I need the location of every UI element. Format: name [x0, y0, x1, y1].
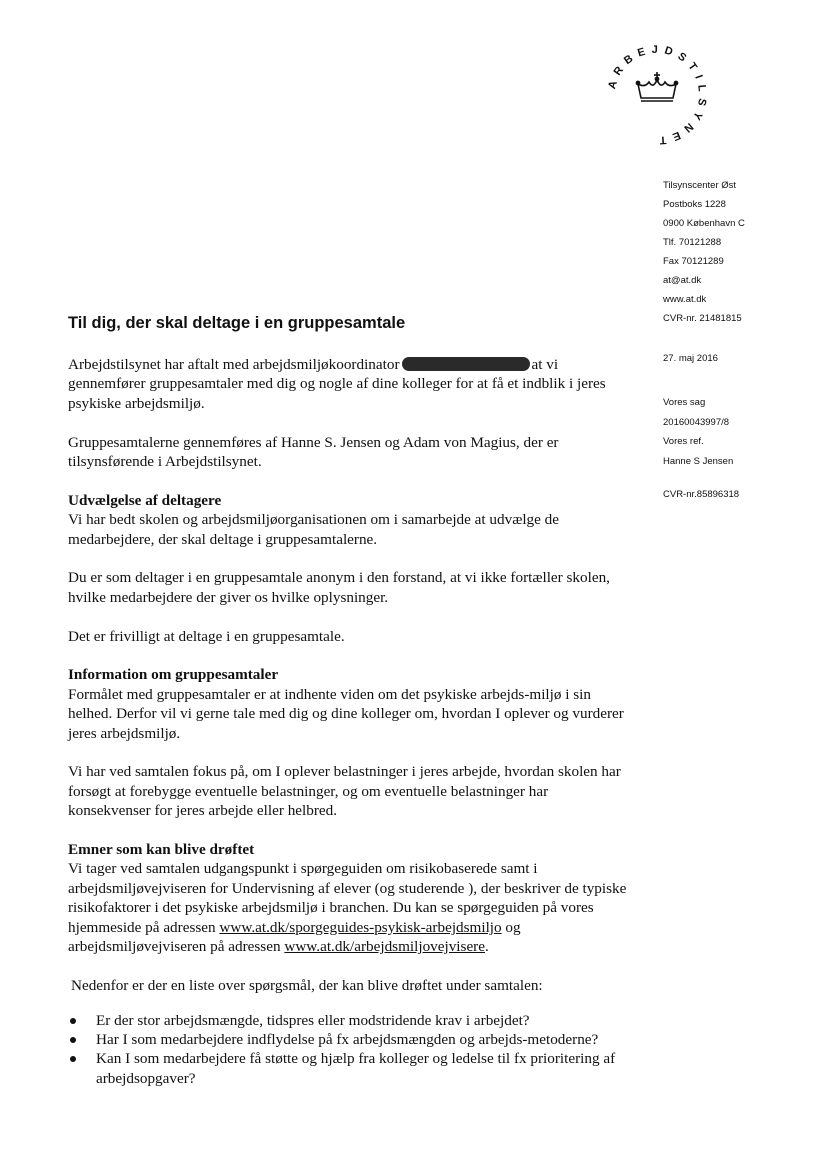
- sender-phone: Tlf. 70121288: [663, 237, 722, 248]
- ref-name: Hanne S Jensen: [663, 455, 734, 467]
- section-topics: [68, 840, 633, 956]
- sender-office: Tilsynscenter Øst: [663, 180, 737, 191]
- list-item: [68, 1049, 633, 1088]
- arbejdstilsynet-logo: [602, 40, 712, 150]
- list-item: [68, 1011, 633, 1030]
- sender-fax: Fax 70121289: [663, 256, 724, 267]
- paragraph: Vi har ved samtalen fokus på, om I oplever belastninger i jeres arbejde, hvordan skolen har forsøgt at forebygge eventuelle belastninger, og om eventuelle belastninger har konsekvenser for jeres arbejde eller helbred.: [68, 763, 621, 820]
- list-intro: Nedenfor er der en liste over spørgsmål, der kan blive drøftet under samtalen:: [71, 976, 543, 994]
- page-title: Til dig, der skal deltage i en gruppesamtale: [68, 314, 406, 332]
- list-item: [68, 1030, 633, 1049]
- section-heading: Emner som kan blive drøftet: [68, 841, 255, 859]
- sender-website: www.at.dk: [663, 294, 707, 305]
- list-item-text: Er der stor arbejdsmængde, tidspres eller modstridende krav i arbejdet?: [96, 1011, 530, 1029]
- logo-ring-text: ARBEJDSTILSYNET: [606, 43, 709, 147]
- letter-body: [68, 355, 633, 1088]
- section-text: Vi har bedt skolen og arbejdsmiljøorganisationen om i samarbejde at udvælge de medarbejdere, der skal deltage i gruppesamtalerne.: [68, 511, 560, 548]
- case-number: 20160043997/8: [663, 416, 730, 428]
- svg-text:ARBEJDSTILSYNET: [606, 44, 708, 146]
- intro-paragraph-1: [68, 355, 633, 413]
- section-text: .: [484, 938, 489, 956]
- section-text: Vi tager ved samtalen udgangspunkt i spørgeguiden om risikobaserede samt i arbejdsmiljøvejviseren for Undervisning af elever (og studerende ), der beskriver de typiske risikofaktorer i det psykiske arbejdsmiljø i branchen. Du kan se spørgeguiden på vores hjemmeside på adressen: [68, 860, 627, 936]
- crown-icon: [602, 40, 712, 150]
- section-selection: [68, 491, 633, 549]
- redacted-name: [402, 357, 530, 371]
- bullet-icon: [70, 1018, 76, 1024]
- list-item-text: Har I som medarbejdere indflydelse på fx arbejdsmængden og arbejds-metoderne?: [96, 1031, 599, 1049]
- ref-label: Vores ref.: [663, 436, 704, 447]
- link-question-guide[interactable]: www.at.dk/sporgeguides-psykisk-arbejdsmiljo: [219, 918, 502, 936]
- section-heading: Udvælgelse af deltagere: [68, 491, 222, 509]
- bullet-icon: [70, 1056, 76, 1062]
- bullet-icon: [70, 1037, 76, 1043]
- section-text: Formålet med gruppesamtaler er at indhente viden om det psykiske arbejds-miljø i sin helhed. Derfor vil vi gerne tale med dig og dine kolleger om, hvordan I oplever og vurderer jeres arbejdsmiljø.: [68, 685, 624, 742]
- paragraph: Det er frivilligt at deltage i en gruppesamtale.: [68, 627, 345, 645]
- sender-email: at@at.dk: [663, 275, 702, 286]
- section-heading: Information om gruppesamtaler: [68, 666, 279, 684]
- case-reference-block: [663, 393, 733, 471]
- case-label: Vores sag: [663, 397, 706, 408]
- paragraph: Du er som deltager i en gruppesamtale anonym i den forstand, at vi ikke fortæller skolen, hvilke medarbejdere der giver os hvilke oplysninger.: [68, 569, 610, 606]
- intro-text-a: Arbejdstilsynet har aftalt med arbejdsmiljøkoordinator: [68, 356, 400, 373]
- recipient-cvr: CVR-nr.85896318: [663, 489, 740, 500]
- intro-text-b: at vi gennemfører gruppesamtaler med dig og nogle af dine kolleger for at få et indblik i jeres psykiske arbejdsmiljø.: [68, 356, 606, 412]
- section-text: og arbejdsmiljøvejviseren på adressen: [68, 918, 521, 956]
- letter-date: 27. maj 2016: [663, 353, 718, 364]
- sender-pobox: Postboks 1228: [663, 199, 726, 210]
- link-environment-guide[interactable]: www.at.dk/arbejdsmiljovejvisere: [284, 938, 485, 956]
- intro-paragraph-2: Gruppesamtalerne gennemføres af Hanne S. Jensen og Adam von Magius, der er tilsynsførende i Arbejdstilsynet.: [68, 433, 559, 471]
- sender-address-block: [663, 176, 823, 328]
- section-information: [68, 665, 633, 743]
- list-item-text: Kan I som medarbejdere få støtte og hjælp fra kolleger og ledelse til fx prioritering af arbejdsopgaver?: [96, 1050, 616, 1087]
- sender-city: 0900 København C: [663, 218, 745, 229]
- question-list: [68, 1011, 633, 1089]
- sender-cvr: CVR-nr. 21481815: [663, 313, 742, 324]
